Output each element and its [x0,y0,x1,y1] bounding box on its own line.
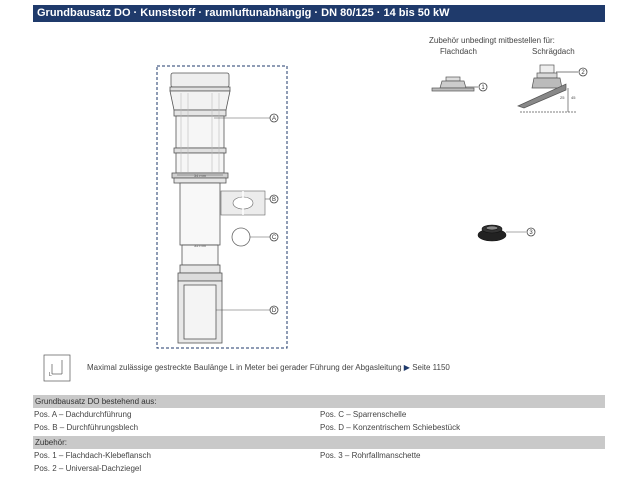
pitched-roof-label: Schrägdach [532,47,575,56]
accessories-note: Zubehör unbedingt mitbestellen für: [429,36,555,45]
page-title: Grundbausatz DO · Kunststoff · raumluftunabhängig · DN 80/125 · 14 bis 50 kW [33,5,605,22]
pipe-section [180,183,220,273]
callout-label-b: B [271,197,277,203]
set-item-d: Pos. D – Konzentrischem Schiebestück [320,423,461,432]
dimension-25: 25 [560,95,565,100]
callout-label-1: 1 [481,85,485,91]
set-item-b: Pos. B – Durchführungsblech [34,423,139,432]
pipe-sleeve [478,225,506,241]
set-item-a: Pos. A – Dachdurchführung [34,410,132,419]
flat-roof-flange [432,77,478,91]
arrow-icon: ▶ [403,363,410,372]
flashing-plate-part-b [221,191,265,215]
callout-label-a: A [271,116,277,122]
callout-label-2: 2 [581,70,585,76]
dimension-label-1: 34 mm [193,173,207,178]
accessory-item-1: Pos. 1 – Flachdach-Klebeflansch [34,451,151,460]
universal-roof-tile [518,65,578,112]
set-item-c: Pos. C – Sparrenschelle [320,410,407,419]
dimension-label-2: 35 mm [193,243,207,248]
dimension-45: 45 [571,95,576,100]
accessories-heading: Zubehör: [33,436,605,449]
accessory-item-2: Pos. 2 – Universal-Dachziegel [34,464,142,473]
callout-label-3: 3 [529,230,533,236]
sliding-section-part-d [178,273,222,343]
length-icon [44,355,70,381]
roof-terminal-part-a [170,73,230,183]
length-icon-label: L [49,372,52,378]
flat-roof-label: Flachdach [440,47,477,56]
accessory-item-3: Pos. 3 – Rohrfallmanschette [320,451,421,460]
length-note [87,363,450,372]
length-note-text: Maximal zulässige gestreckte Baulänge L in Meter bei gerader Führung der Abgasleitung [87,363,402,372]
rafter-clamp-part-c [232,228,250,246]
callout-label-c: C [271,235,277,241]
page-reference[interactable]: Seite 1150 [412,363,450,372]
set-contents-heading: Grundbausatz DO bestehend aus: [33,395,605,408]
callout-label-d: D [271,308,277,314]
